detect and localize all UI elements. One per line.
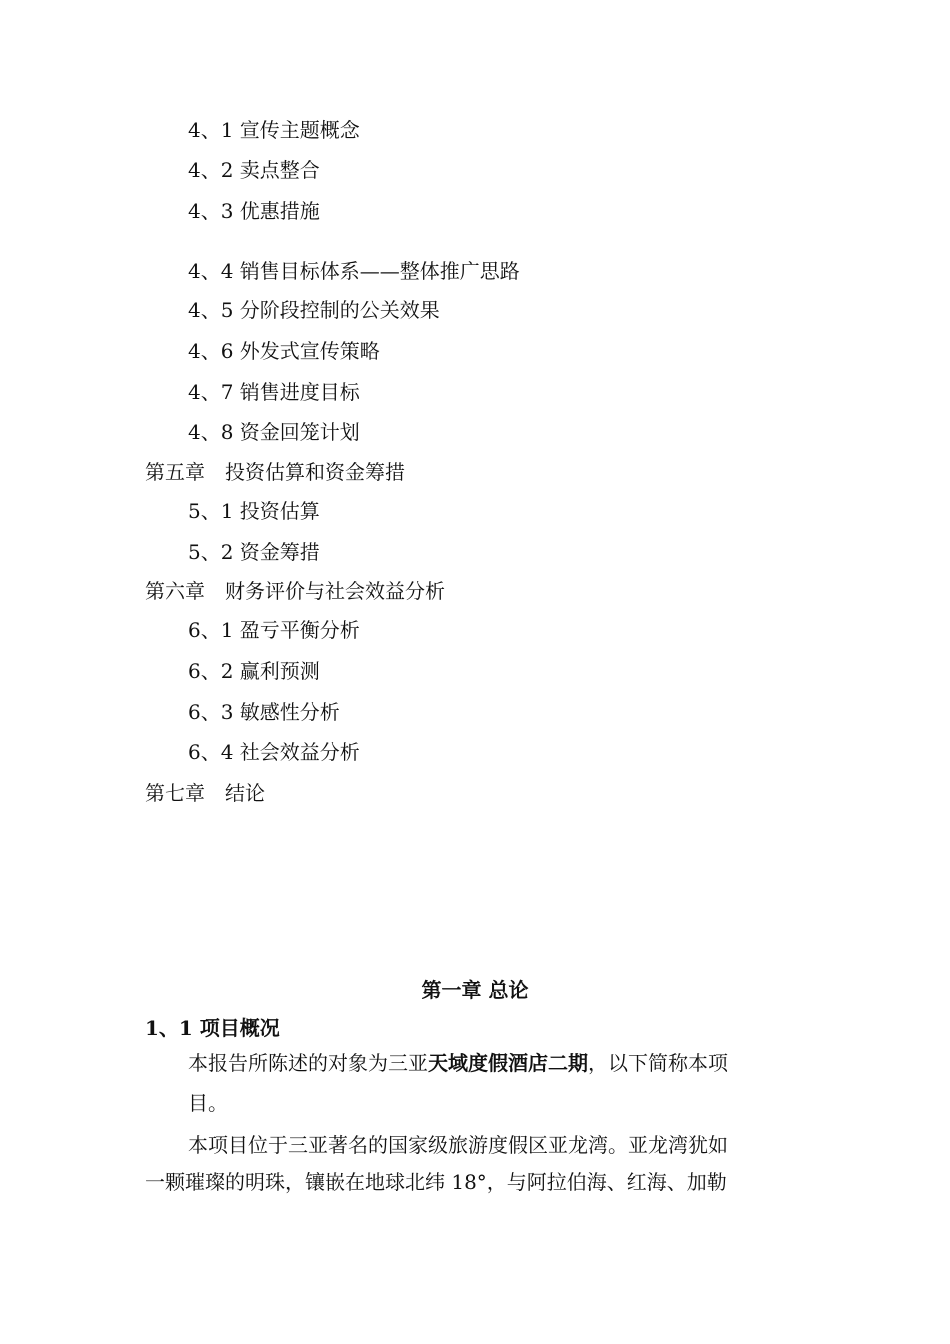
paragraph-line: 本项目位于三亚著名的国家级旅游度假区亚龙湾。亚龙湾犹如 [188,1133,728,1157]
toc-chapter: 第五章 投资估算和资金筹措 [145,460,405,484]
project-name: 天域度假酒店二期 [428,1051,588,1075]
toc-item: 4、5 分阶段控制的公关效果 [188,298,440,322]
toc-item: 4、8 资金回笼计划 [188,420,360,444]
toc-item: 4、6 外发式宣传策略 [188,339,380,363]
toc-item: 5、2 资金筹措 [188,540,320,564]
section-heading: 1、1 项目概况 [145,1016,280,1040]
chapter-title: 第一章 总论 [421,978,529,1002]
paragraph-line: 一颗璀璨的明珠，镶嵌在地球北纬 18°，与阿拉伯海、红海、加勒 [145,1170,727,1194]
toc-item: 6、4 社会效益分析 [188,740,360,764]
toc-item: 6、3 敏感性分析 [188,700,340,724]
paragraph-text: 本报告所陈述的对象为三亚 [188,1051,428,1075]
toc-item: 6、1 盈亏平衡分析 [188,618,360,642]
toc-item: 4、2 卖点整合 [188,158,320,182]
toc-item: 4、4 销售目标体系——整体推广思路 [188,259,520,283]
paragraph-line [188,1051,728,1075]
toc-item: 4、3 优惠措施 [188,199,320,223]
toc-item: 4、7 销售进度目标 [188,380,360,404]
paragraph-line: 目。 [188,1091,228,1115]
toc-item: 5、1 投资估算 [188,499,320,523]
toc-item: 6、2 赢利预测 [188,659,320,683]
toc-item: 4、1 宣传主题概念 [188,118,360,142]
toc-chapter: 第六章 财务评价与社会效益分析 [145,579,445,603]
toc-chapter: 第七章 结论 [145,781,265,805]
paragraph-text: ，以下简称本项 [588,1051,728,1075]
